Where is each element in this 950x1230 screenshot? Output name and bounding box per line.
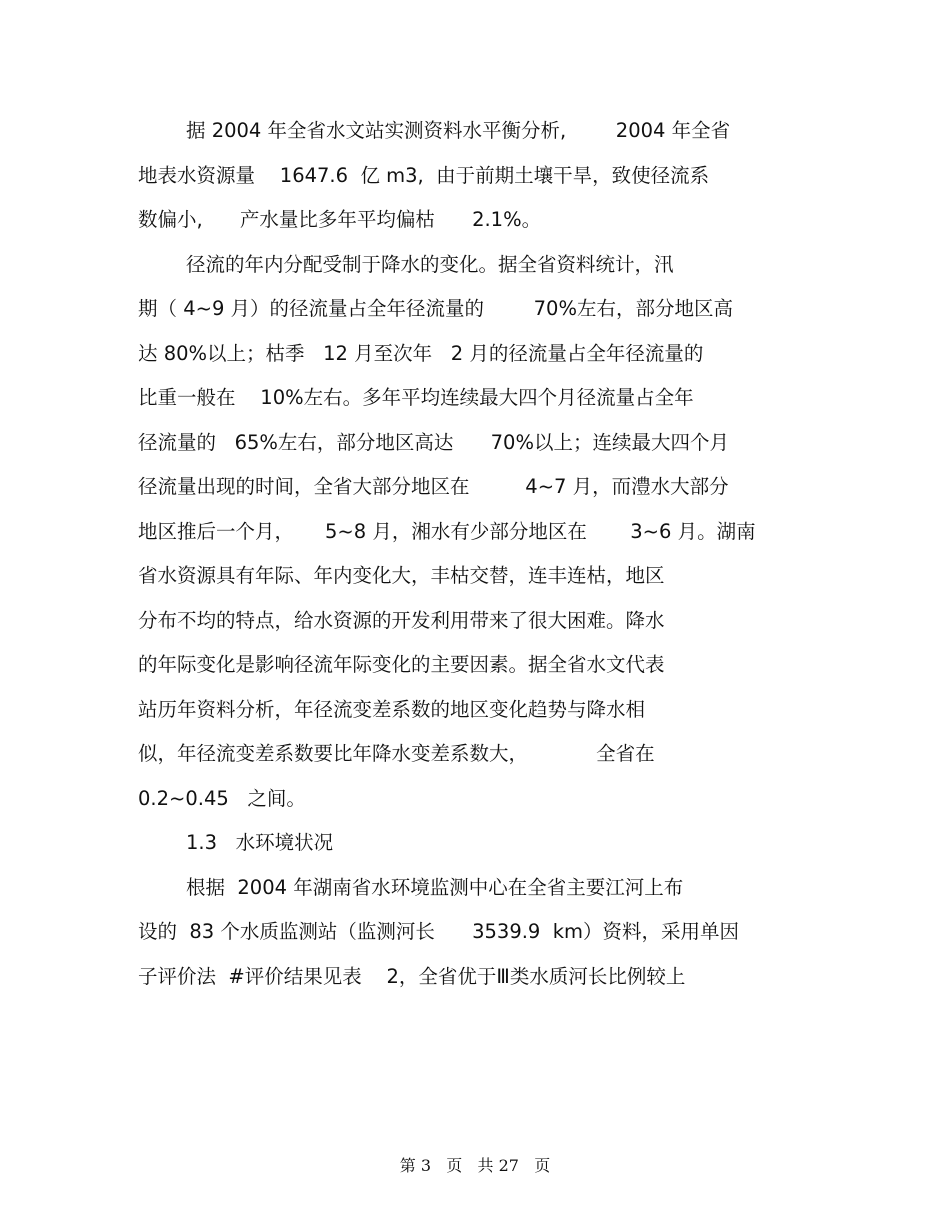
paragraph-line: 的年际变化是影响径流年际变化的主要因素。据全省水文代表 (138, 653, 665, 676)
paragraph-line: 比重一般在 10%左右。多年平均连续最大四个月径流量占全年 (138, 386, 694, 409)
section-heading: 1.3 水环境状况 (186, 831, 334, 854)
paragraph-line: 设的 83 个水质监测站（监测河长 3539.9 km）资料，采用单因 (138, 920, 740, 943)
paragraph-line: 0.2~0.45 之间。 (138, 786, 306, 810)
paragraph-line: 期（ 4~9 月）的径流量占全年径流量的 70%左右，部分地区高 (138, 297, 733, 320)
paragraph-line: 省水资源具有年际、年内变化大，丰枯交替，连丰连枯，地区 (138, 564, 665, 587)
page-footer: 第 3 页 共 27 页 (399, 1156, 551, 1175)
paragraph-line: 据 2004 年全省水文站实测资料水平衡分析, 2004 年全省 (186, 119, 731, 142)
paragraph-line: 达 80%以上；枯季 12 月至次年 2 月的径流量占全年径流量的 (138, 341, 704, 365)
paragraph-line: 径流的年内分配受制于降水的变化。据全省资料统计，汛 (186, 252, 674, 276)
paragraph-line: 根据 2004 年湖南省水环境监测中心在全省主要江河上布 (186, 875, 684, 899)
paragraph-line: 径流量出现的时间，全省大部分地区在 4~7 月，而澧水大部分 (138, 475, 729, 498)
paragraph-line: 似，年径流变差系数要比年降水变差系数大， 全省在 (138, 742, 655, 765)
paragraph-line: 数偏小, 产水量比多年平均偏枯 2.1%。 (138, 208, 542, 231)
paragraph-line: 分布不均的特点，给水资源的开发利用带来了很大困难。降水 (138, 608, 665, 632)
paragraph-line: 站历年资料分析，年径流变差系数的地区变化趋势与降水相 (138, 697, 646, 721)
paragraph-line: 径流量的 65%左右，部分地区高达 70%以上；连续最大四个月 (138, 430, 729, 454)
document-body (138, 113, 818, 1003)
paragraph-line: 地区推后一个月， 5~8 月，湘水有少部分地区在 3~6 月。湖南 (138, 519, 756, 543)
paragraph-line: 子评价法 #评价结果见表 2，全省优于Ⅲ类水质河长比例较上 (138, 964, 686, 988)
paragraph-line: 地表水资源量 1647.6 亿 m3, 由于前期土壤干旱，致使径流系 (138, 163, 710, 187)
